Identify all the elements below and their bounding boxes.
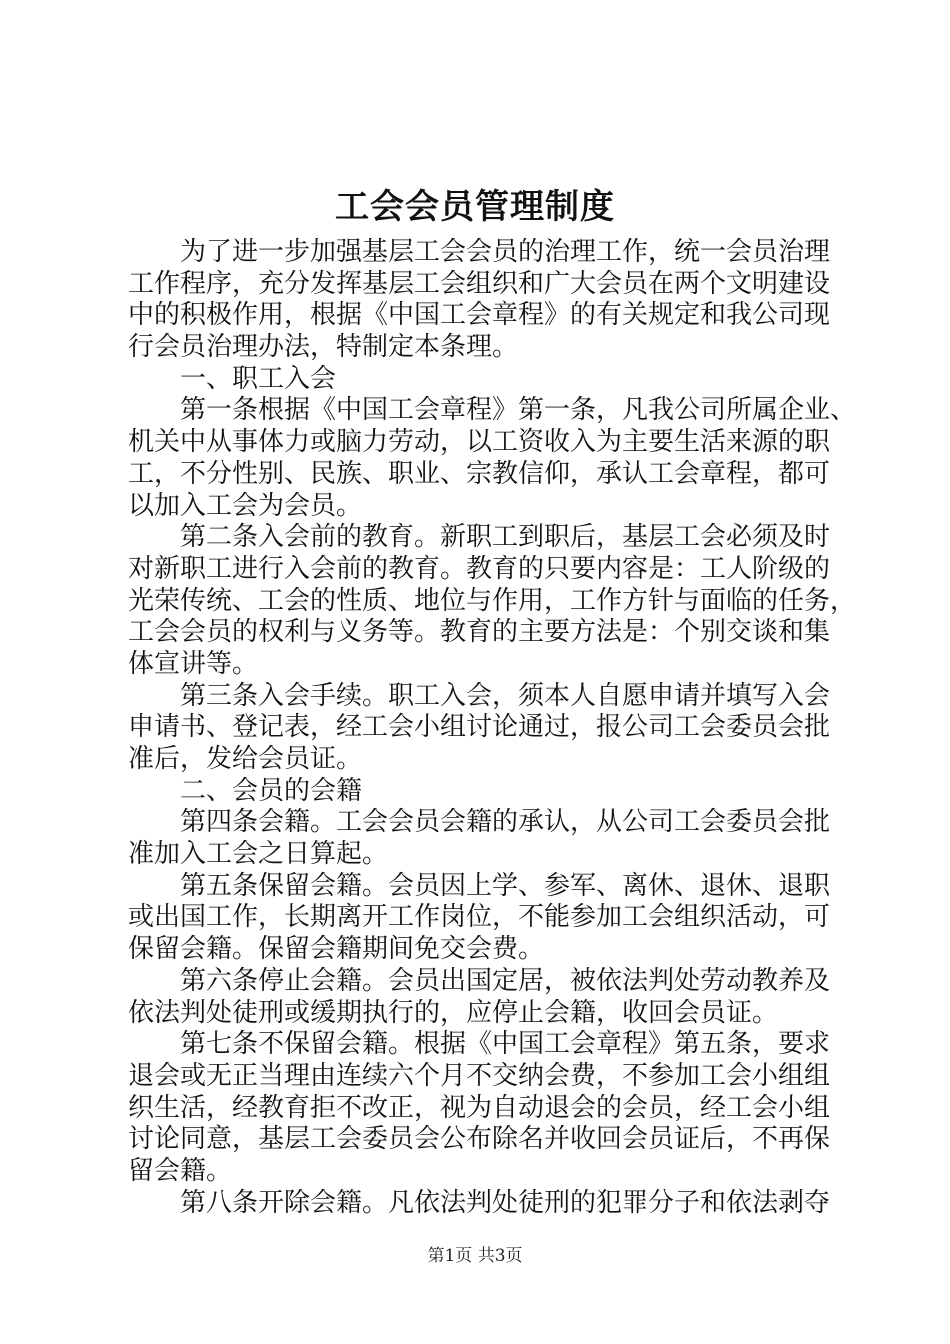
- paragraph-line: 或出国工作，长期离开工作岗位，不能参加工会组织活动，可: [128, 902, 831, 933]
- paragraph-line: 工，不分性别、民族、职业、宗教信仰，承认工会章程，都可: [128, 458, 831, 489]
- paragraph-line: 准加入工会之日算起。: [128, 839, 389, 870]
- paragraph-line: 第三条入会手续。职工入会，须本人自愿申请并填写入会: [128, 680, 831, 711]
- section-heading: 一、职工入会: [180, 363, 337, 394]
- page-title: 工会会员管理制度: [335, 187, 615, 227]
- paragraph-line: 申请书、登记表，经工会小组讨论通过，报公司工会委员会批: [128, 712, 831, 743]
- paragraph-line: 中的积极作用，根据《中国工会章程》的有关规定和我公司现: [128, 300, 831, 331]
- paragraph-line: 体宣讲等。: [128, 648, 259, 679]
- paragraph-line: 第八条开除会籍。凡依法判处徒刑的犯罪分子和依法剥夺: [128, 1187, 831, 1218]
- paragraph-line: 准后，发给会员证。: [128, 744, 363, 774]
- paragraph-line: 第一条根据《中国工会章程》第一条，凡我公司所属企业、: [128, 395, 857, 426]
- page-number-footer: 第1页 共3页: [427, 1246, 523, 1266]
- document-body: [128, 237, 857, 1219]
- paragraph-line: 讨论同意，基层工会委员会公布除名并收回会员证后，不再保: [128, 1124, 831, 1155]
- paragraph-line: 光荣传统、工会的性质、地位与作用，工作方针与面临的任务，: [128, 585, 857, 616]
- paragraph-line: 退会或无正当理由连续六个月不交纳会费，不参加工会小组组: [128, 1060, 831, 1091]
- paragraph-line: 第四条会籍。工会会员会籍的承认，从公司工会委员会批: [128, 807, 831, 838]
- paragraph-line: 以加入工会为会员。: [128, 490, 363, 521]
- paragraph-line: 工会会员的权利与义务等。教育的主要方法是：个别交谈和集: [128, 617, 831, 648]
- paragraph-line: 第五条保留会籍。会员因上学、参军、离休、退休、退职: [128, 870, 831, 901]
- paragraph-line: 留会籍。: [128, 1155, 233, 1186]
- paragraph-line: 机关中从事体力或脑力劳动，以工资收入为主要生活来源的职: [128, 427, 831, 458]
- paragraph-line: 工作程序，充分发挥基层工会组织和广大会员在两个文明建设: [128, 268, 831, 299]
- paragraph-line: 织生活，经教育拒不改正，视为自动退会的会员，经工会小组: [128, 1092, 831, 1123]
- paragraph-line: 为了进一步加强基层工会会员的治理工作，统一会员治理: [128, 237, 831, 267]
- paragraph-line: 对新职工进行入会前的教育。教育的只要内容是：工人阶级的: [128, 553, 831, 584]
- section-heading: 二、会员的会籍: [180, 775, 363, 806]
- paragraph-line: 依法判处徒刑或缓期执行的，应停止会籍，收回会员证。: [128, 997, 779, 1028]
- paragraph-line: 保留会籍。保留会籍期间免交会费。: [128, 934, 545, 965]
- paragraph-line: 第二条入会前的教育。新职工到职后，基层工会必须及时: [128, 522, 831, 553]
- paragraph-line: 第七条不保留会籍。根据《中国工会章程》第五条，要求: [128, 1029, 831, 1060]
- paragraph-line: 第六条停止会籍。会员出国定居，被依法判处劳动教养及: [128, 965, 831, 996]
- paragraph-line: 行会员治理办法，特制定本条理。: [128, 332, 519, 363]
